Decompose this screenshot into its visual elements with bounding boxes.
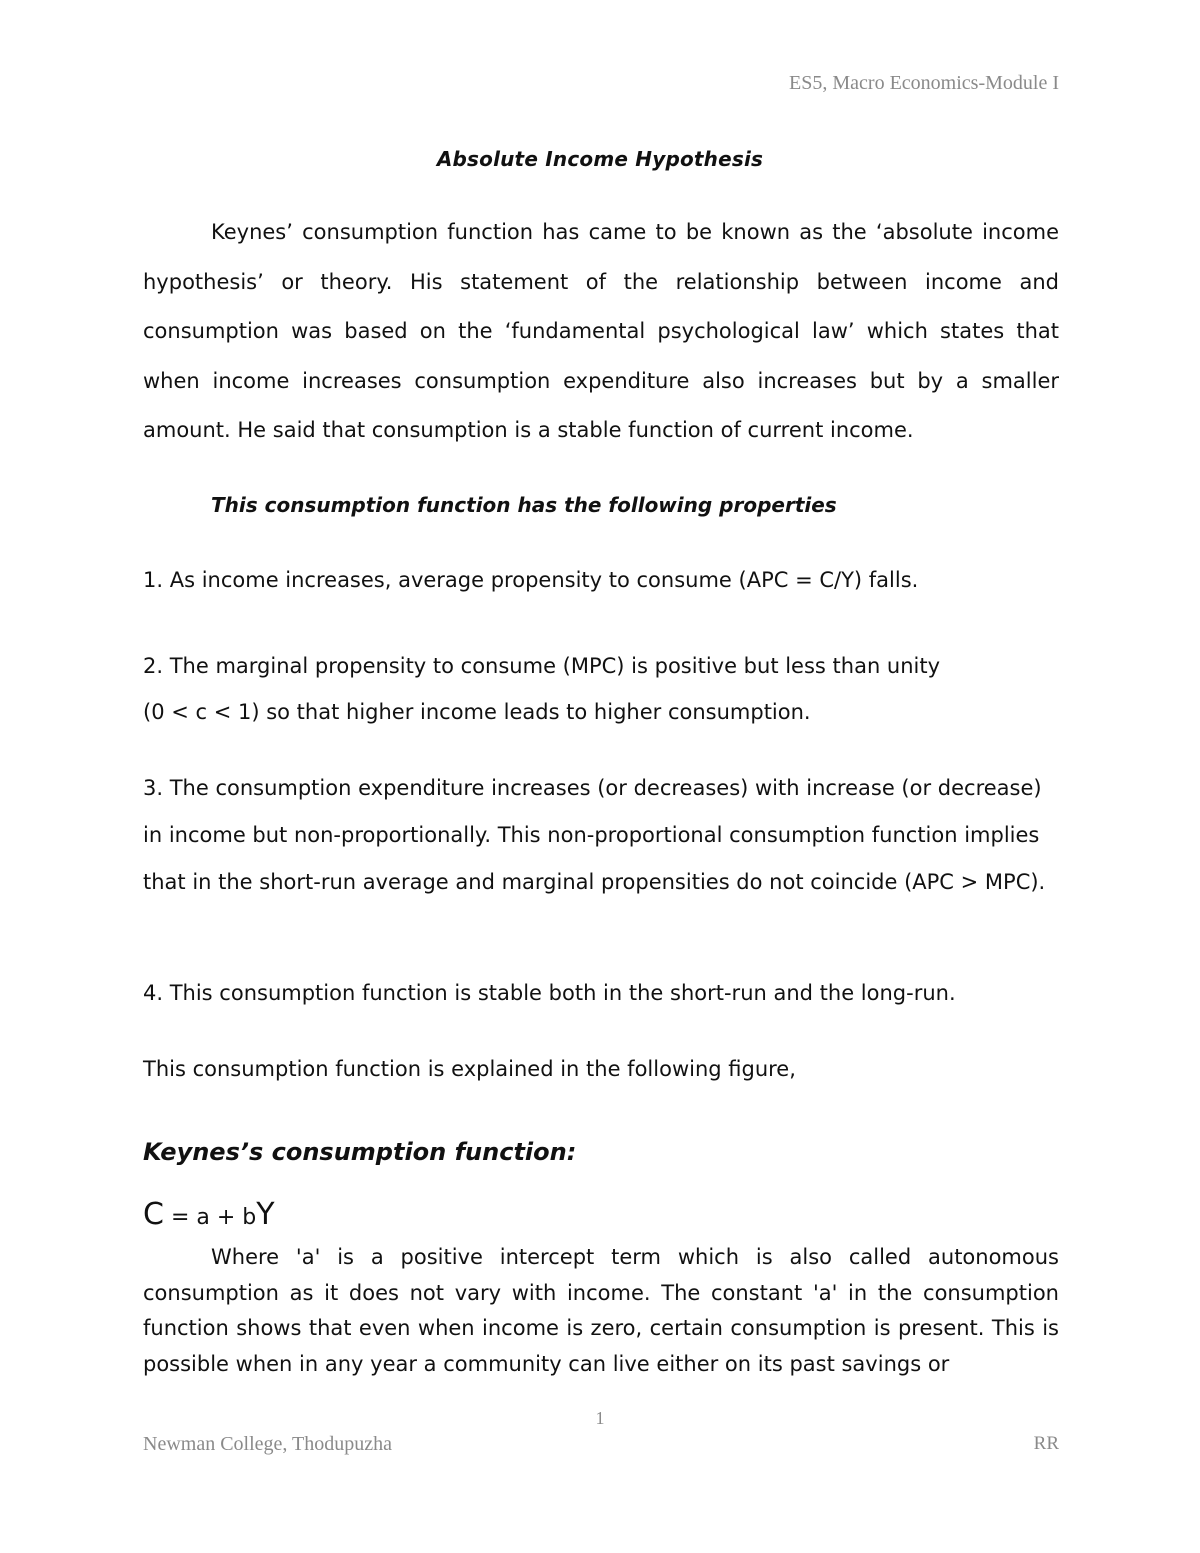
document-title: Absolute Income Hypothesis xyxy=(436,147,764,171)
figure-intro: This consumption function is explained in the following figure, xyxy=(143,1057,796,1081)
property-1: 1. As income increases, average propensity to consume (APC = C/Y) falls. xyxy=(143,568,919,592)
properties-heading: This consumption function has the following properties xyxy=(211,493,837,517)
consumption-equation xyxy=(143,1197,275,1232)
equation-y: Y xyxy=(256,1197,275,1232)
running-header: ES5, Macro Economics-Module I xyxy=(789,72,1059,94)
property-2 xyxy=(143,643,1059,735)
property-4: 4. This consumption function is stable both in the short-run and the long-run. xyxy=(143,981,956,1005)
where-paragraph xyxy=(143,1240,1059,1382)
where-text: Where 'a' is a positive intercept term which is also called autonomous consumption as it does not vary with income. The constant 'a' in the consumption function shows that even when income is zero, certain consumption is present. This is possible when in any year a community can live either on its past savings or xyxy=(143,1245,1059,1376)
footer-initials: RR xyxy=(1033,1433,1059,1454)
footer-institution: Newman College, Thodupuzha xyxy=(143,1433,393,1455)
equation-c: C xyxy=(143,1197,164,1232)
property-2-line-1: 2. The marginal propensity to consume (MPC) is positive but less than unity xyxy=(143,654,941,678)
function-heading: Keynes’s consumption function: xyxy=(143,1138,577,1166)
intro-paragraph xyxy=(143,208,1059,456)
intro-text: Keynes’ consumption function has came to be known as the ‘absolute income hypothesis’ or theory. His statement of the relationship between income and consumption was based on the ‘fundamental psychological law’ which states that when income increases consumption expenditure also increases but by a smaller amount. He said that consumption is a stable function of current income. xyxy=(143,220,1059,442)
property-3: 3. The consumption expenditure increases (or decreases) with increase (or decrease) in income but non-proportionally. This non-proportional consumption function implies that in the short-run average and marginal propensities do not coincide (APC > MPC). xyxy=(143,776,1046,894)
property-2-line-2: (0 < c < 1) so that higher income leads to higher consumption. xyxy=(143,700,811,724)
page-number: 1 xyxy=(595,1408,605,1428)
equation-middle: = a + b xyxy=(163,1205,257,1230)
